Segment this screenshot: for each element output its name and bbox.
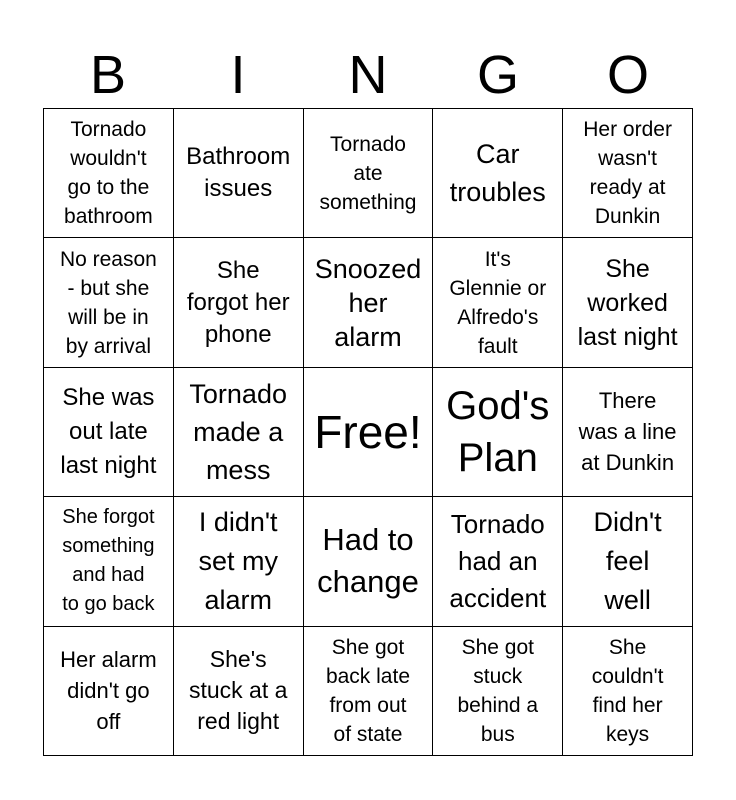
header-letter-o: O xyxy=(606,45,649,105)
bingo-cell-r1c4[interactable] xyxy=(433,109,563,238)
cell-text: She forgot something and had to go back xyxy=(62,506,155,616)
bingo-cell-r4c4[interactable] xyxy=(433,497,563,626)
bingo-header xyxy=(43,42,693,108)
bingo-cell-r4c1[interactable] xyxy=(44,497,174,626)
bingo-cell-r3c3[interactable] xyxy=(304,368,434,497)
cell-text: Tornado made a mess xyxy=(189,378,287,485)
bingo-cell-r3c1[interactable] xyxy=(44,368,174,497)
cell-text: Tornado had an accident xyxy=(449,508,547,613)
cell-text: Free! xyxy=(314,405,422,458)
bingo-cell-r2c3[interactable] xyxy=(304,238,434,367)
cell-text: She got stuck behind a bus xyxy=(457,635,539,746)
header-letter-n: N xyxy=(348,45,388,105)
cell-text: No reason - but she will be in by arrival xyxy=(59,247,157,358)
cell-text: Bathroom issues xyxy=(186,143,291,203)
bingo-cell-r4c5[interactable] xyxy=(563,497,693,626)
bingo-cell-r4c3[interactable] xyxy=(304,497,434,626)
cell-text: Her alarm didn't go off xyxy=(60,647,157,735)
cell-text: There was a line at Dunkin xyxy=(578,388,677,476)
bingo-cell-r1c5[interactable] xyxy=(563,109,693,238)
bingo-cell-r1c3[interactable] xyxy=(304,109,434,238)
cell-text: I didn't set my alarm xyxy=(198,506,278,615)
cell-text: She got back late from out of state xyxy=(325,635,411,746)
cell-text: Tornado ate something xyxy=(319,132,417,214)
cell-text: Tornado wouldn't go to the bathroom xyxy=(64,118,153,229)
cell-text: Had to change xyxy=(317,522,419,600)
bingo-cell-r1c1[interactable] xyxy=(44,109,174,238)
header-letter-i: I xyxy=(230,45,246,105)
bingo-cell-r5c2[interactable] xyxy=(174,627,304,756)
header-letter-b: B xyxy=(89,45,127,105)
bingo-cell-r3c5[interactable] xyxy=(563,368,693,497)
cell-text: It's Glennie or Alfredo's fault xyxy=(449,247,547,358)
bingo-cell-r2c4[interactable] xyxy=(433,238,563,367)
cell-text: Didn't feel well xyxy=(593,506,662,615)
cell-text: God's Plan xyxy=(446,383,550,480)
bingo-cell-r4c2[interactable] xyxy=(174,497,304,626)
bingo-cell-r2c5[interactable] xyxy=(563,238,693,367)
bingo-board xyxy=(43,108,693,756)
bingo-cell-r2c1[interactable] xyxy=(44,238,174,367)
cell-text: She worked last night xyxy=(577,254,678,351)
cell-text: She was out late last night xyxy=(60,383,157,479)
header-letter-g: G xyxy=(476,45,519,105)
bingo-cell-r5c3[interactable] xyxy=(304,627,434,756)
bingo-cell-r5c5[interactable] xyxy=(563,627,693,756)
bingo-cell-r2c2[interactable] xyxy=(174,238,304,367)
bingo-cell-r5c4[interactable] xyxy=(433,627,563,756)
cell-text: Car troubles xyxy=(449,139,546,208)
cell-text: Her order wasn't ready at Dunkin xyxy=(583,118,672,229)
cell-text: She forgot her phone xyxy=(186,256,290,348)
cell-text: She's stuck at a red light xyxy=(188,646,288,735)
bingo-cell-r3c2[interactable] xyxy=(174,368,304,497)
bingo-cell-r5c1[interactable] xyxy=(44,627,174,756)
cell-text: Snoozed her alarm xyxy=(314,253,422,352)
bingo-cell-r3c4[interactable] xyxy=(433,368,563,497)
cell-text: She couldn't find her keys xyxy=(591,635,664,746)
bingo-cell-r1c2[interactable] xyxy=(174,109,304,238)
